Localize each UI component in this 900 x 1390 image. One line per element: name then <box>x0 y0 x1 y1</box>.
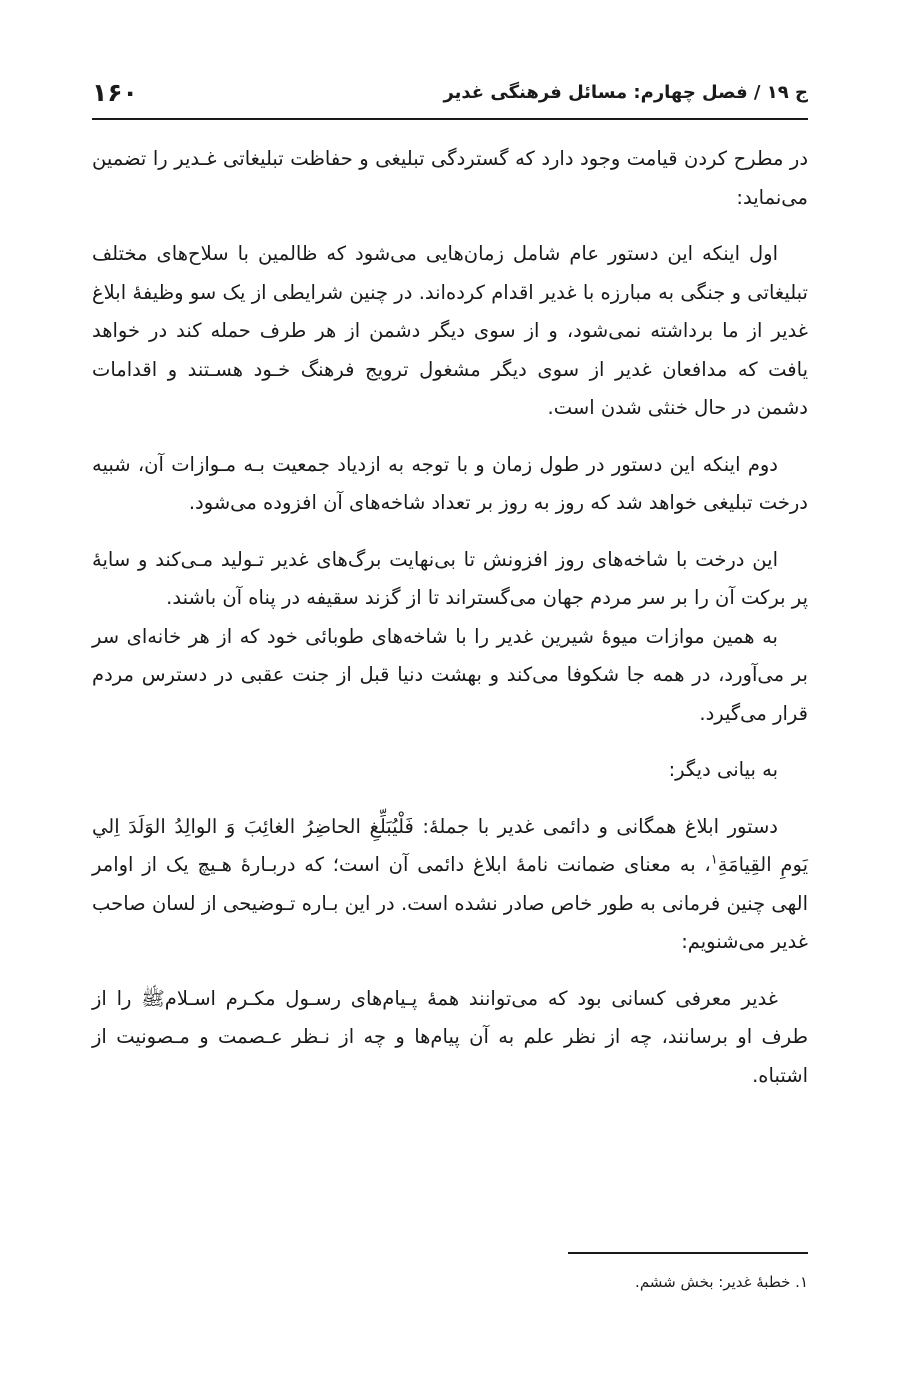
running-head: ج ۱۹ / فصل چهارم: مسائل فرهنگی غدیر <box>443 81 808 103</box>
page-header <box>92 70 808 120</box>
footnote-divider <box>568 1252 808 1254</box>
paragraph-fruit: به همین موازات میوهٔ شیرین غدیر را با شاخه‌های طوبائی خود که از هر خانه‌ای سر بر می‌آورد، در همه جا شکوفا می‌کند و بهشت دنیا قبل از جنت عقبی در دسترس مردم قرار می‌گیرد. <box>92 624 808 725</box>
page-number: ۱۶۰ <box>92 77 138 107</box>
body-text <box>92 140 808 1095</box>
paragraph-tree: این درخت با شاخه‌های روز افزونش تا بی‌نهایت برگ‌های غدیر تـولید مـی‌کند و سایهٔ پر برکت آن را بر سر مردم جهان می‌گستراند تا از گزند سقیفه در پناه آن باشند. <box>92 547 808 609</box>
paragraph-quote <box>92 808 808 962</box>
paragraph-in-other-words: به بیانی دیگر: <box>668 758 778 781</box>
paragraph-second-point: دوم اینکه این دستور در طول زمان و با توجه به ازدیاد جمعیت بـه مـوازات آن، شبیه درخت تبلیغی خواهد شد که روز به روز بر تعداد شاخه‌های آن افزوده می‌شود. <box>92 452 808 514</box>
footnote-text: ۱. خطبهٔ غدیر: بخش ششم. <box>635 1273 808 1291</box>
paragraph-last: غدیر معرفی کسانی بود که می‌توانند همهٔ پـیام‌های رسـول مکـرم اسـلامﷺ را از طرف او برسانند، چه از نظر علم به آن پیام‌ها و چه از نـظر عـصمت و مـصونیت از اشتباه. <box>92 986 808 1087</box>
paragraph-intro: در مطرح کردن قیامت وجود دارد که گستردگی تبلیغی و حفاظت تبلیغاتی غـدیر را تضمین می‌نماید: <box>92 147 808 209</box>
arabic-hadith-quote: فَلْيُبَلِّغِ الحاضِرُ الغائِبَ وَ الوالِدُ الوَلَدَ اِلي يَومِ القِيامَةِ <box>92 814 808 876</box>
book-page <box>92 0 808 1390</box>
quote-after-text: ، به معنای ضمانت نامهٔ ابلاغ دائمی آن است؛ که دربـارهٔ هـیچ یک از اوامر الهی چنین فرمانی به طور خاص صادر نشده است. در این بـاره تـوضیحی از لسان صاحب غدیر می‌شنویم: <box>92 853 808 953</box>
footnote-reference[interactable]: ۱ <box>710 852 718 868</box>
paragraph-first-point: اول اینکه این دستور عام شامل زمان‌هایی می‌شود که ظالمین با سلاح‌های مختلف تبلیغاتی و جنگی به مبارزه با غدیر اقدام کرده‌اند. در چنین شرایطی از یک سو وظیفهٔ ابلاغ غدیر از ما برداشته نمی‌شود، و از سوی دیگر دشمن از هر طرف حمله کند در خواهد یافت که مدافعان غدیر از سوی دیگر مشغول ترویج فرهنگ خـود هسـتند و اقدامات دشمن در حال خنثی شدن است. <box>92 242 808 419</box>
quote-before-text: دستور ابلاغ همگانی و دائمی غدیر با جملهٔ: <box>413 814 778 838</box>
